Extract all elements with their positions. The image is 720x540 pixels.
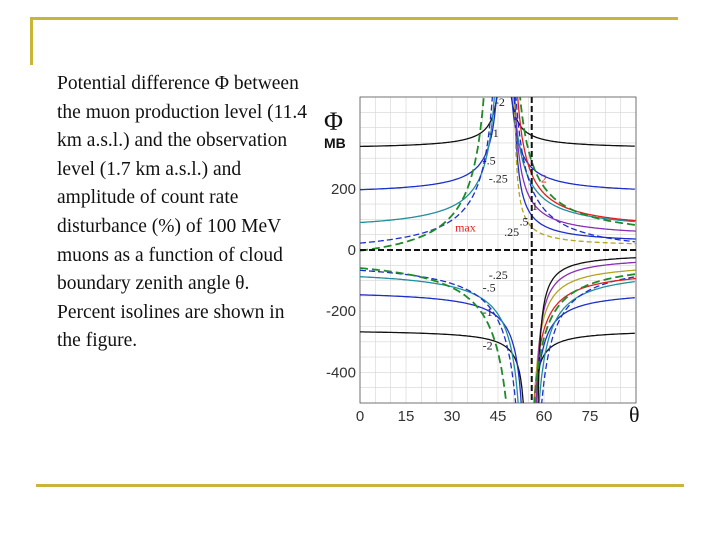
isoline-label: .5 [519, 214, 529, 229]
caption-text: Potential difference Φ between the muon production level (11.4 km a.s.l.) and the observation level (1.7 km a.s.l.) and amplitude of count rate disturbance (%) of 100 MeV muons as a function of cloud boundary zenith angle θ. Percent isolines are shown in the figure. [57, 73, 308, 352]
y-tick-label: 0 [347, 242, 356, 259]
y-axis-label: Φ [324, 107, 344, 136]
x-tick-label: 60 [535, 408, 553, 425]
frame-left-rule [30, 17, 33, 65]
isoline-label: -2 [494, 95, 505, 110]
isoline-label: .25 [504, 225, 520, 240]
isoline-label: -.5 [482, 280, 496, 295]
isoline-label: -.25 [488, 268, 508, 283]
x-tick-label: 0 [355, 408, 365, 425]
x-tick-label: 30 [443, 408, 461, 425]
x-axis-label: θ [629, 402, 640, 427]
isoline-label: -.5 [482, 153, 496, 168]
isoline-upper-minus-0-25 [360, 92, 635, 243]
y-tick-label: -400 [325, 364, 356, 382]
isoline-label: max [455, 220, 476, 235]
isoline-label: 2 [540, 171, 547, 186]
chart-annotations [455, 95, 547, 352]
isoline-label: -2 [482, 338, 493, 353]
isoline-upper-minus-0-5 [360, 92, 635, 222]
y-tick-label: 200 [330, 180, 356, 198]
frame-top-rule [30, 17, 678, 20]
isoline-label: -1 [488, 125, 499, 140]
potential-chart [318, 92, 648, 432]
y-axis-unit: MB [324, 135, 346, 151]
x-tick-label: 15 [397, 408, 415, 425]
isoline-label: -1 [482, 304, 493, 319]
x-tick-label: 75 [581, 408, 599, 425]
x-tick-label: 45 [489, 408, 507, 425]
frame-bottom-rule [36, 484, 684, 487]
isoline-label: -.25 [488, 171, 508, 186]
isoline-label: 1 [531, 199, 538, 214]
y-tick-label: -200 [325, 303, 356, 321]
